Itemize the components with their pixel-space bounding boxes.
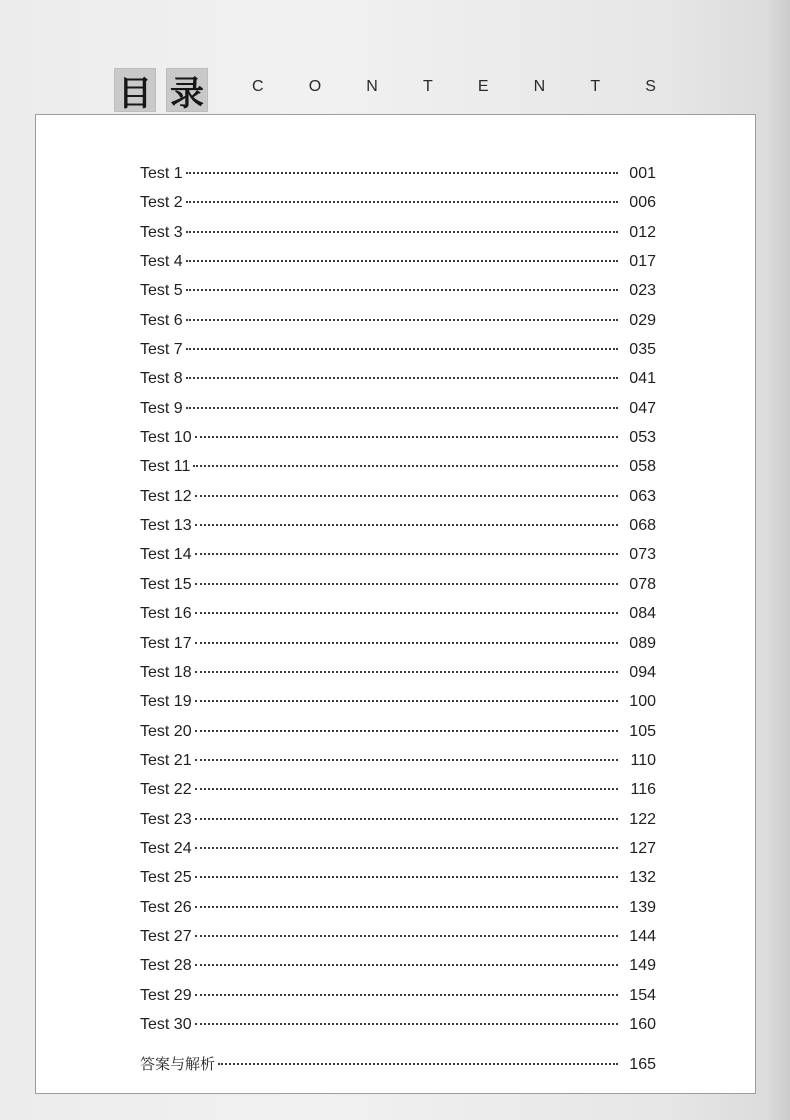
dot-leader bbox=[195, 730, 618, 732]
dot-leader bbox=[195, 583, 618, 585]
toc-entry-page: 012 bbox=[629, 223, 656, 241]
toc-entry bbox=[140, 341, 656, 370]
toc-list bbox=[140, 165, 656, 1083]
toc-entry-label: Test 27 bbox=[140, 927, 192, 945]
dot-leader bbox=[195, 847, 618, 849]
dot-leader bbox=[186, 201, 618, 203]
toc-entry-label: Test 4 bbox=[140, 253, 183, 271]
toc-entry-page: 058 bbox=[629, 458, 656, 476]
toc-entry-page: 149 bbox=[629, 957, 656, 975]
contents-letter: O bbox=[308, 78, 322, 95]
toc-entry bbox=[140, 370, 656, 399]
dot-leader bbox=[195, 612, 618, 614]
dot-leader bbox=[186, 407, 618, 409]
toc-entry-page: 047 bbox=[629, 399, 656, 417]
toc-entry-page: 063 bbox=[629, 487, 656, 505]
dot-leader bbox=[186, 260, 618, 262]
contents-letter: T bbox=[590, 78, 601, 95]
title-char-lu: 录 bbox=[166, 68, 208, 112]
toc-entry bbox=[140, 664, 656, 693]
toc-entry-label: Test 20 bbox=[140, 722, 192, 740]
toc-entry bbox=[140, 253, 656, 282]
dot-leader bbox=[195, 436, 618, 438]
toc-entry-page: 094 bbox=[629, 663, 656, 681]
toc-entry-page: 084 bbox=[629, 605, 656, 623]
contents-letter: S bbox=[645, 78, 656, 95]
contents-letter: N bbox=[366, 78, 378, 95]
toc-entry bbox=[140, 957, 656, 986]
toc-entry-label: Test 12 bbox=[140, 487, 192, 505]
toc-entry bbox=[140, 282, 656, 311]
toc-entry-page: 023 bbox=[629, 282, 656, 300]
toc-entry-page: 165 bbox=[629, 1056, 656, 1074]
toc-entry bbox=[140, 488, 656, 517]
contents-letter: T bbox=[422, 78, 433, 95]
toc-entry-page: 035 bbox=[629, 341, 656, 359]
toc-entry-page: 122 bbox=[629, 810, 656, 828]
toc-entry-label: Test 23 bbox=[140, 810, 192, 828]
toc-entry bbox=[140, 194, 656, 223]
toc-entry bbox=[140, 165, 656, 194]
dot-leader bbox=[193, 465, 618, 467]
toc-entry-answers bbox=[140, 1053, 656, 1082]
toc-entry-label: Test 14 bbox=[140, 546, 192, 564]
toc-entry-label: Test 26 bbox=[140, 898, 192, 916]
toc-entry bbox=[140, 429, 656, 458]
dot-leader bbox=[186, 319, 618, 321]
toc-entry bbox=[140, 458, 656, 487]
toc-entry-page: 132 bbox=[629, 869, 656, 887]
dot-leader bbox=[195, 906, 618, 908]
toc-entry-page: 154 bbox=[629, 986, 656, 1004]
toc-entry-page: 110 bbox=[630, 751, 656, 769]
toc-entry bbox=[140, 899, 656, 928]
toc-entry bbox=[140, 517, 656, 546]
toc-entry bbox=[140, 752, 656, 781]
dot-leader bbox=[186, 172, 618, 174]
toc-entry bbox=[140, 605, 656, 634]
contents-letter: C bbox=[252, 78, 264, 95]
toc-entry-label: Test 24 bbox=[140, 839, 192, 857]
toc-entry-page: 017 bbox=[629, 253, 656, 271]
toc-entry-page: 139 bbox=[629, 898, 656, 916]
dot-leader bbox=[186, 231, 618, 233]
contents-letter: N bbox=[533, 78, 546, 95]
toc-entry bbox=[140, 546, 656, 575]
toc-entry-label: Test 6 bbox=[140, 311, 183, 329]
toc-entry bbox=[140, 693, 656, 722]
contents-card bbox=[35, 114, 756, 1094]
toc-entry bbox=[140, 840, 656, 869]
dot-leader bbox=[195, 553, 618, 555]
toc-entry-label: Test 8 bbox=[140, 370, 183, 388]
dot-leader bbox=[195, 788, 618, 790]
toc-entry-label: Test 11 bbox=[140, 458, 191, 476]
toc-entry-page: 041 bbox=[629, 370, 656, 388]
toc-entry-page: 100 bbox=[629, 693, 656, 711]
toc-entry-page: 078 bbox=[629, 575, 656, 593]
toc-entry-label: Test 22 bbox=[140, 781, 192, 799]
toc-entry-label: Test 21 bbox=[140, 751, 192, 769]
dot-leader bbox=[195, 964, 618, 966]
dot-leader bbox=[195, 524, 618, 526]
toc-entry-page: 105 bbox=[629, 722, 656, 740]
contents-word bbox=[252, 78, 656, 96]
dot-leader bbox=[195, 700, 618, 702]
toc-entry-label: Test 19 bbox=[140, 693, 192, 711]
dot-leader bbox=[195, 935, 618, 937]
toc-entry-label: Test 18 bbox=[140, 663, 192, 681]
toc-entry-page: 068 bbox=[629, 517, 656, 535]
toc-entry-label: Test 29 bbox=[140, 986, 192, 1004]
dot-leader bbox=[195, 759, 618, 761]
toc-entry-page: 127 bbox=[629, 839, 656, 857]
toc-entry bbox=[140, 723, 656, 752]
dot-leader bbox=[186, 348, 618, 350]
dot-leader bbox=[195, 642, 618, 644]
toc-entry-label: Test 13 bbox=[140, 517, 192, 535]
toc-entry-label: Test 7 bbox=[140, 341, 183, 359]
toc-entry bbox=[140, 811, 656, 840]
toc-entry bbox=[140, 928, 656, 957]
dot-leader bbox=[195, 671, 618, 673]
toc-entry-label: Test 3 bbox=[140, 223, 183, 241]
toc-entry-label: Test 25 bbox=[140, 869, 192, 887]
dot-leader bbox=[218, 1063, 618, 1065]
toc-entry bbox=[140, 1016, 656, 1045]
toc-entry bbox=[140, 312, 656, 341]
toc-entry-label: Test 15 bbox=[140, 575, 192, 593]
title-char-mu: 目 bbox=[114, 68, 156, 112]
page-edge-shadow bbox=[766, 0, 790, 1120]
toc-entry-page: 001 bbox=[629, 165, 656, 182]
dot-leader bbox=[195, 818, 618, 820]
toc-entry-page: 029 bbox=[629, 311, 656, 329]
contents-header bbox=[114, 64, 674, 116]
toc-entry-page: 073 bbox=[629, 546, 656, 564]
toc-entry-label: Test 10 bbox=[140, 429, 192, 447]
toc-entry-page: 053 bbox=[629, 429, 656, 447]
toc-entry bbox=[140, 635, 656, 664]
toc-entry-label: 答案与解析 bbox=[140, 1055, 216, 1074]
toc-entry-page: 160 bbox=[629, 1015, 656, 1033]
toc-entry bbox=[140, 987, 656, 1016]
toc-entry-page: 144 bbox=[629, 927, 656, 945]
toc-entry-page: 006 bbox=[629, 194, 656, 212]
toc-entry bbox=[140, 869, 656, 898]
dot-leader bbox=[195, 495, 618, 497]
toc-entry-label: Test 2 bbox=[140, 194, 183, 212]
dot-leader bbox=[195, 876, 618, 878]
dot-leader bbox=[186, 377, 618, 379]
toc-entry-label: Test 1 bbox=[140, 165, 183, 182]
toc-entry-page: 116 bbox=[630, 781, 656, 799]
toc-entry-label: Test 5 bbox=[140, 282, 183, 300]
toc-entry-label: Test 28 bbox=[140, 957, 192, 975]
dot-leader bbox=[195, 1023, 618, 1025]
dot-leader bbox=[186, 289, 618, 291]
toc-entry-label: Test 30 bbox=[140, 1015, 192, 1033]
toc-entry-page: 089 bbox=[629, 634, 656, 652]
toc-entry-label: Test 9 bbox=[140, 399, 183, 417]
toc-entry bbox=[140, 400, 656, 429]
toc-entry bbox=[140, 781, 656, 810]
contents-letter: E bbox=[477, 78, 489, 95]
dot-leader bbox=[195, 994, 618, 996]
toc-entry-label: Test 17 bbox=[140, 634, 192, 652]
toc-entry bbox=[140, 224, 656, 253]
toc-entry bbox=[140, 576, 656, 605]
toc-entry-label: Test 16 bbox=[140, 605, 192, 623]
